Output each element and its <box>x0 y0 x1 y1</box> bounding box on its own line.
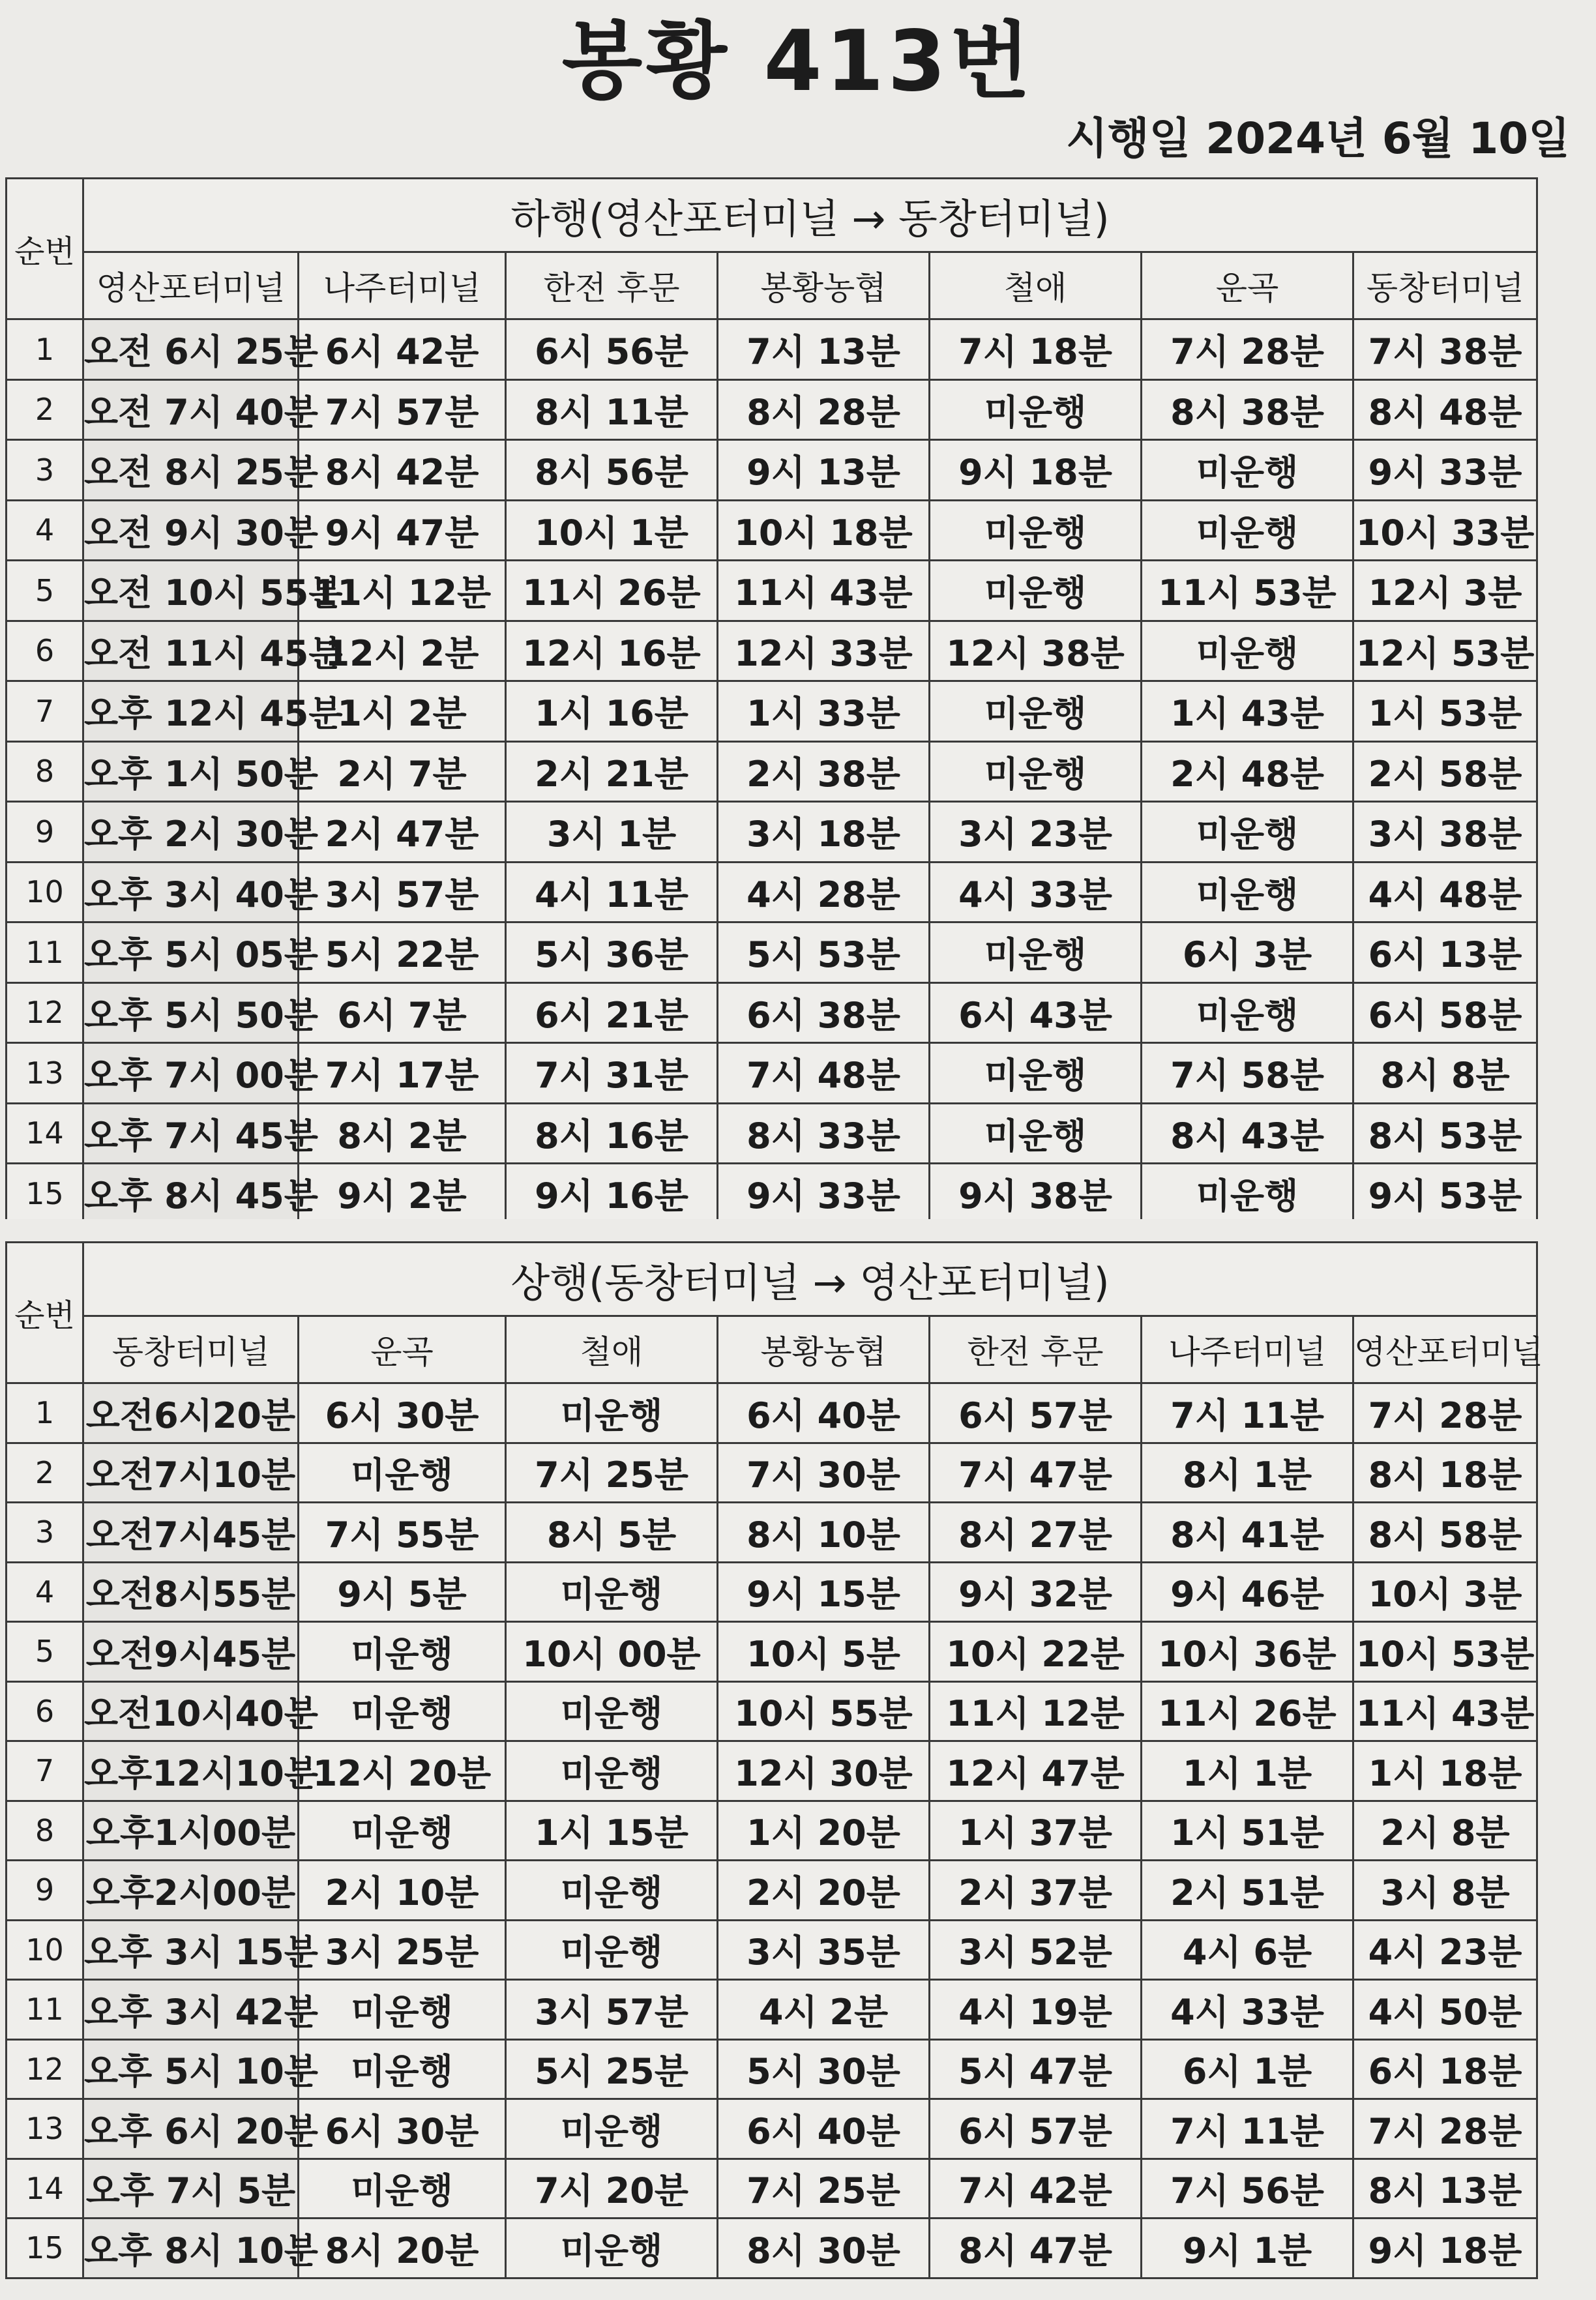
table-row <box>7 1383 1537 1443</box>
table-row <box>7 500 1537 561</box>
seq-number: 12 <box>7 2039 83 2099</box>
seq-number: 11 <box>7 922 83 983</box>
seq-number: 7 <box>7 1741 83 1801</box>
stop-time: 4시 11분 <box>506 862 718 922</box>
seq-number: 5 <box>7 561 83 621</box>
departure-time: 오후 3시 42분 <box>83 1980 299 2040</box>
stop-time: 9시 53분 <box>1353 1164 1537 1224</box>
stop-time: 5시 36분 <box>506 922 718 983</box>
stop-time: 10시 00분 <box>506 1622 718 1682</box>
table-row <box>7 1164 1537 1224</box>
stop-time: 미운행 <box>299 1801 506 1861</box>
seq-number: 14 <box>7 1103 83 1164</box>
stop-time: 3시 57분 <box>299 862 506 922</box>
stop-time: 12시 33분 <box>718 621 930 681</box>
seq-number: 1 <box>7 1383 83 1443</box>
departure-time: 오후 8시 10분 <box>83 2219 299 2278</box>
stop-time: 8시 48분 <box>1353 379 1537 440</box>
seq-number: 12 <box>7 982 83 1043</box>
stop-time: 8시 38분 <box>1142 379 1353 440</box>
stop-time: 7시 38분 <box>1353 319 1537 380</box>
stop-time: 7시 18분 <box>930 319 1142 380</box>
stop-time: 4시 33분 <box>930 862 1142 922</box>
stop-time: 3시 25분 <box>299 1920 506 1980</box>
stop-time: 6시 3분 <box>1142 922 1353 983</box>
table-row <box>7 2099 1537 2159</box>
stop-header: 한전 후문 <box>506 252 718 319</box>
stop-time: 6시 1분 <box>1142 2039 1353 2099</box>
stop-time: 6시 57분 <box>930 2099 1142 2159</box>
departure-time: 오전 10시 55분 <box>83 561 299 621</box>
departure-time: 오전7시10분 <box>83 1443 299 1503</box>
up-direction-title: 상행(동창터미널 → 영산포터미널) <box>83 1243 1537 1316</box>
stop-time: 미운행 <box>299 2039 506 2099</box>
seq-number: 9 <box>7 802 83 862</box>
stop-time: 3시 52분 <box>930 1920 1142 1980</box>
stop-time: 10시 5분 <box>718 1622 930 1682</box>
stop-time: 7시 28분 <box>1353 2099 1537 2159</box>
stop-header: 나주터미널 <box>1142 1316 1353 1383</box>
stop-time: 1시 33분 <box>718 681 930 742</box>
stop-time: 6시 58분 <box>1353 982 1537 1043</box>
stop-time: 미운행 <box>506 2219 718 2278</box>
stop-time: 1시 16분 <box>506 681 718 742</box>
stop-time: 10시 55분 <box>718 1681 930 1741</box>
stop-time: 1시 51분 <box>1142 1801 1353 1861</box>
stop-time: 2시 21분 <box>506 741 718 802</box>
table-row <box>7 1503 1537 1563</box>
stop-header: 영산포터미널 <box>83 252 299 319</box>
stop-time: 8시 28분 <box>718 379 930 440</box>
stop-time: 2시 48분 <box>1142 741 1353 802</box>
stop-time: 3시 1분 <box>506 802 718 862</box>
stop-time: 미운행 <box>930 500 1142 561</box>
stop-time: 9시 5분 <box>299 1562 506 1622</box>
stop-time: 6시 43분 <box>930 982 1142 1043</box>
seq-number: 10 <box>7 1920 83 1980</box>
stop-time: 2시 7분 <box>299 741 506 802</box>
stop-time: 6시 21분 <box>506 982 718 1043</box>
stop-time: 8시 53분 <box>1353 1103 1537 1164</box>
stop-time: 6시 30분 <box>299 1383 506 1443</box>
stop-time: 미운행 <box>506 1383 718 1443</box>
departure-time: 오후 7시 5분 <box>83 2159 299 2219</box>
down-timetable <box>5 177 1538 1225</box>
table-row <box>7 681 1537 742</box>
stop-time: 7시 30분 <box>718 1443 930 1503</box>
stop-time: 3시 23분 <box>930 802 1142 862</box>
stop-time: 미운행 <box>1142 862 1353 922</box>
stop-time: 4시 23분 <box>1353 1920 1537 1980</box>
stop-time: 1시 37분 <box>930 1801 1142 1861</box>
stop-time: 10시 18분 <box>718 500 930 561</box>
stop-time: 8시 11분 <box>506 379 718 440</box>
stop-time: 9시 38분 <box>930 1164 1142 1224</box>
departure-time: 오후 5시 05분 <box>83 922 299 983</box>
seq-number: 11 <box>7 1980 83 2040</box>
seq-number: 15 <box>7 2219 83 2278</box>
departure-time: 오후 2시 30분 <box>83 802 299 862</box>
stop-time: 미운행 <box>506 1562 718 1622</box>
stop-time: 8시 30분 <box>718 2219 930 2278</box>
stop-header: 한전 후문 <box>930 1316 1142 1383</box>
down-stops-header <box>7 252 1537 319</box>
departure-time: 오후 3시 15분 <box>83 1920 299 1980</box>
up-stops-header <box>7 1316 1537 1383</box>
stop-time: 1시 2분 <box>299 681 506 742</box>
up-timetable <box>5 1241 1543 2279</box>
stop-time: 2시 47분 <box>299 802 506 862</box>
seq-header: 순번 <box>7 179 83 319</box>
stop-time: 6시 40분 <box>718 2099 930 2159</box>
stop-header: 영산포터미널 <box>1353 1316 1537 1383</box>
table-row <box>7 379 1537 440</box>
table-row <box>7 922 1537 983</box>
stop-time: 1시 15분 <box>506 1801 718 1861</box>
departure-time: 오후 7시 45분 <box>83 1103 299 1164</box>
stop-time: 7시 11분 <box>1142 1383 1353 1443</box>
stop-time: 8시 18분 <box>1353 1443 1537 1503</box>
stop-time: 9시 15분 <box>718 1562 930 1622</box>
stop-time: 미운행 <box>1142 621 1353 681</box>
stop-header: 봉황농협 <box>718 252 930 319</box>
stop-time: 미운행 <box>1142 982 1353 1043</box>
stop-time: 11시 26분 <box>1142 1681 1353 1741</box>
table-row <box>7 561 1537 621</box>
stop-time: 8시 2분 <box>299 1103 506 1164</box>
stop-time: 11시 12분 <box>930 1681 1142 1741</box>
table-row <box>7 1801 1537 1861</box>
stop-time: 미운행 <box>930 561 1142 621</box>
stop-time: 10시 36분 <box>1142 1622 1353 1682</box>
stop-time: 미운행 <box>1142 1164 1353 1224</box>
stop-header: 운곡 <box>1142 252 1353 319</box>
departure-time: 오후 5시 50분 <box>83 982 299 1043</box>
stop-time: 7시 13분 <box>718 319 930 380</box>
table-row <box>7 1741 1537 1801</box>
stop-time: 12시 20분 <box>299 1741 506 1801</box>
stop-time: 미운행 <box>930 1103 1142 1164</box>
stop-time: 미운행 <box>506 2099 718 2159</box>
stop-time: 12시 3분 <box>1353 561 1537 621</box>
stop-header: 철애 <box>506 1316 718 1383</box>
stop-header: 봉황농협 <box>718 1316 930 1383</box>
departure-time: 오후 7시 00분 <box>83 1043 299 1104</box>
stop-time: 7시 28분 <box>1142 319 1353 380</box>
stop-time: 11시 53분 <box>1142 561 1353 621</box>
table-row <box>7 1861 1537 1921</box>
stop-time: 1시 53분 <box>1353 681 1537 742</box>
stop-time: 7시 25분 <box>718 2159 930 2219</box>
seq-number: 14 <box>7 2159 83 2219</box>
table-row <box>7 1043 1537 1104</box>
stop-time: 8시 20분 <box>299 2219 506 2278</box>
stop-time: 7시 42분 <box>930 2159 1142 2219</box>
stop-time: 8시 5분 <box>506 1503 718 1563</box>
stop-time: 10시 1분 <box>506 500 718 561</box>
stop-time: 1시 1분 <box>1142 1741 1353 1801</box>
stop-time: 11시 12분 <box>299 561 506 621</box>
seq-number: 2 <box>7 1443 83 1503</box>
stop-time: 미운행 <box>506 1861 718 1921</box>
stop-time: 미운행 <box>299 1443 506 1503</box>
stop-time: 미운행 <box>930 922 1142 983</box>
stop-time: 6시 13분 <box>1353 922 1537 983</box>
stop-time: 7시 17분 <box>299 1043 506 1104</box>
stop-time: 4시 33분 <box>1142 1980 1353 2040</box>
departure-time: 오전7시45분 <box>83 1503 299 1563</box>
stop-time: 9시 46분 <box>1142 1562 1353 1622</box>
stop-time: 9시 18분 <box>930 440 1142 501</box>
stop-time: 2시 8분 <box>1353 1801 1537 1861</box>
seq-number: 5 <box>7 1622 83 1682</box>
departure-time: 오후2시00분 <box>83 1861 299 1921</box>
stop-time: 9시 13분 <box>718 440 930 501</box>
seq-header: 순번 <box>7 1243 83 1383</box>
down-direction-title: 하행(영산포터미널 → 동창터미널) <box>83 179 1537 252</box>
stop-time: 미운행 <box>506 1681 718 1741</box>
stop-time: 6시 7분 <box>299 982 506 1043</box>
stop-time: 10시 53분 <box>1353 1622 1537 1682</box>
departure-time: 오후 8시 45분 <box>83 1164 299 1224</box>
effective-date: 시행일 2024년 6월 10일 <box>1066 113 1570 164</box>
seq-number: 7 <box>7 681 83 742</box>
stop-time: 5시 25분 <box>506 2039 718 2099</box>
stop-time: 9시 18분 <box>1353 2219 1537 2278</box>
stop-time: 4시 2분 <box>718 1980 930 2040</box>
table-row <box>7 1562 1537 1622</box>
table-row <box>7 1443 1537 1503</box>
seq-number: 6 <box>7 1681 83 1741</box>
stop-time: 3시 38분 <box>1353 802 1537 862</box>
table-row <box>7 982 1537 1043</box>
stop-time: 4시 28분 <box>718 862 930 922</box>
stop-time: 4시 19분 <box>930 1980 1142 2040</box>
departure-time: 오전 7시 40분 <box>83 379 299 440</box>
stop-time: 9시 32분 <box>930 1562 1142 1622</box>
stop-time: 3시 57분 <box>506 1980 718 2040</box>
stop-time: 6시 57분 <box>930 1383 1142 1443</box>
stop-time: 8시 47분 <box>930 2219 1142 2278</box>
stop-time: 미운행 <box>299 2159 506 2219</box>
stop-time: 5시 47분 <box>930 2039 1142 2099</box>
table-row <box>7 2159 1537 2219</box>
stop-time: 7시 11분 <box>1142 2099 1353 2159</box>
seq-number: 1 <box>7 319 83 380</box>
stop-time: 미운행 <box>930 681 1142 742</box>
stop-time: 11시 43분 <box>1353 1681 1537 1741</box>
seq-number: 4 <box>7 1562 83 1622</box>
departure-time: 오전10시40분 <box>83 1681 299 1741</box>
stop-time: 6시 42분 <box>299 319 506 380</box>
departure-time: 오전 8시 25분 <box>83 440 299 501</box>
stop-time: 7시 58분 <box>1142 1043 1353 1104</box>
departure-time: 오전 11시 45분 <box>83 621 299 681</box>
seq-number: 8 <box>7 1801 83 1861</box>
stop-time: 8시 58분 <box>1353 1503 1537 1563</box>
stop-time: 4시 50분 <box>1353 1980 1537 2040</box>
table-gap <box>0 1219 1596 1241</box>
stop-time: 12시 2분 <box>299 621 506 681</box>
departure-time: 오후 1시 50분 <box>83 741 299 802</box>
stop-time: 1시 18분 <box>1353 1741 1537 1801</box>
table-row <box>7 1681 1537 1741</box>
table-row <box>7 1920 1537 1980</box>
table-row <box>7 2039 1537 2099</box>
stop-time: 6시 38분 <box>718 982 930 1043</box>
stop-time: 7시 25분 <box>506 1443 718 1503</box>
stop-time: 미운행 <box>1142 802 1353 862</box>
stop-time: 미운행 <box>299 1980 506 2040</box>
table-row <box>7 802 1537 862</box>
table-row <box>7 621 1537 681</box>
stop-time: 2시 10분 <box>299 1861 506 1921</box>
stop-time: 2시 37분 <box>930 1861 1142 1921</box>
stop-header: 운곡 <box>299 1316 506 1383</box>
stop-time: 9시 33분 <box>1353 440 1537 501</box>
stop-time: 미운행 <box>299 1622 506 1682</box>
stop-time: 11시 26분 <box>506 561 718 621</box>
stop-time: 7시 28분 <box>1353 1383 1537 1443</box>
stop-time: 미운행 <box>506 1920 718 1980</box>
departure-time: 오전6시20분 <box>83 1383 299 1443</box>
stop-time: 2시 58분 <box>1353 741 1537 802</box>
stop-time: 7시 57분 <box>299 379 506 440</box>
stop-time: 7시 20분 <box>506 2159 718 2219</box>
table-row <box>7 1103 1537 1164</box>
stop-time: 8시 33분 <box>718 1103 930 1164</box>
seq-number: 15 <box>7 1164 83 1224</box>
seq-number: 13 <box>7 2099 83 2159</box>
stop-time: 9시 1분 <box>1142 2219 1353 2278</box>
stop-time: 10시 33분 <box>1353 500 1537 561</box>
stop-time: 미운행 <box>930 1043 1142 1104</box>
stop-time: 7시 47분 <box>930 1443 1142 1503</box>
stop-time: 2시 51분 <box>1142 1861 1353 1921</box>
departure-time: 오후12시10분 <box>83 1741 299 1801</box>
stop-time: 미운행 <box>1142 500 1353 561</box>
stop-header: 동창터미널 <box>83 1316 299 1383</box>
table-row <box>7 319 1537 380</box>
seq-number: 2 <box>7 379 83 440</box>
departure-time: 오전 6시 25분 <box>83 319 299 380</box>
stop-time: 12시 38분 <box>930 621 1142 681</box>
stop-header: 나주터미널 <box>299 252 506 319</box>
stop-time: 8시 43분 <box>1142 1103 1353 1164</box>
table-row <box>7 1980 1537 2040</box>
route-title: 봉황 413번 <box>561 13 1035 110</box>
stop-time: 7시 55분 <box>299 1503 506 1563</box>
stop-time: 3시 8분 <box>1353 1861 1537 1921</box>
stop-time: 8시 1분 <box>1142 1443 1353 1503</box>
departure-time: 오전 9시 30분 <box>83 500 299 561</box>
stop-time: 1시 20분 <box>718 1801 930 1861</box>
stop-time: 6시 18분 <box>1353 2039 1537 2099</box>
stop-time: 7시 48분 <box>718 1043 930 1104</box>
table-row <box>7 440 1537 501</box>
seq-number: 13 <box>7 1043 83 1104</box>
stop-time: 3시 18분 <box>718 802 930 862</box>
stop-time: 6시 40분 <box>718 1383 930 1443</box>
departure-time: 오후 6시 20분 <box>83 2099 299 2159</box>
seq-number: 3 <box>7 440 83 501</box>
stop-time: 3시 35분 <box>718 1920 930 1980</box>
stop-time: 9시 33분 <box>718 1164 930 1224</box>
stop-time: 미운행 <box>299 1681 506 1741</box>
departure-time: 오후 3시 40분 <box>83 862 299 922</box>
stop-time: 6시 30분 <box>299 2099 506 2159</box>
stop-time: 9시 16분 <box>506 1164 718 1224</box>
table-row <box>7 862 1537 922</box>
stop-time: 11시 43분 <box>718 561 930 621</box>
stop-time: 12시 16분 <box>506 621 718 681</box>
seq-number: 10 <box>7 862 83 922</box>
seq-number: 4 <box>7 500 83 561</box>
stop-time: 미운행 <box>930 379 1142 440</box>
stop-time: 7시 31분 <box>506 1043 718 1104</box>
stop-time: 5시 22분 <box>299 922 506 983</box>
stop-time: 5시 53분 <box>718 922 930 983</box>
stop-time: 8시 16분 <box>506 1103 718 1164</box>
stop-time: 1시 43분 <box>1142 681 1353 742</box>
stop-header: 동창터미널 <box>1353 252 1537 319</box>
table-row <box>7 741 1537 802</box>
stop-time: 4시 6분 <box>1142 1920 1353 1980</box>
stop-time: 12시 53분 <box>1353 621 1537 681</box>
departure-time: 오후 5시 10분 <box>83 2039 299 2099</box>
stop-time: 8시 56분 <box>506 440 718 501</box>
seq-number: 9 <box>7 1861 83 1921</box>
stop-time: 10시 3분 <box>1353 1562 1537 1622</box>
stop-header: 철애 <box>930 252 1142 319</box>
stop-time: 8시 41분 <box>1142 1503 1353 1563</box>
stop-time: 4시 48분 <box>1353 862 1537 922</box>
table-row <box>7 1622 1537 1682</box>
stop-time: 5시 30분 <box>718 2039 930 2099</box>
seq-number: 3 <box>7 1503 83 1563</box>
stop-time: 8시 42분 <box>299 440 506 501</box>
seq-number: 6 <box>7 621 83 681</box>
stop-time: 9시 47분 <box>299 500 506 561</box>
stop-time: 8시 27분 <box>930 1503 1142 1563</box>
departure-time: 오후1시00분 <box>83 1801 299 1861</box>
stop-time: 2시 38분 <box>718 741 930 802</box>
departure-time: 오전8시55분 <box>83 1562 299 1622</box>
seq-number: 8 <box>7 741 83 802</box>
stop-time: 10시 22분 <box>930 1622 1142 1682</box>
stop-time: 2시 20분 <box>718 1861 930 1921</box>
stop-time: 12시 47분 <box>930 1741 1142 1801</box>
stop-time: 8시 8분 <box>1353 1043 1537 1104</box>
stop-time: 6시 56분 <box>506 319 718 380</box>
stop-time: 미운행 <box>506 1741 718 1801</box>
stop-time: 7시 56분 <box>1142 2159 1353 2219</box>
stop-time: 8시 10분 <box>718 1503 930 1563</box>
stop-time: 12시 30분 <box>718 1741 930 1801</box>
departure-time: 오후 12시 45분 <box>83 681 299 742</box>
stop-time: 미운행 <box>1142 440 1353 501</box>
stop-time: 8시 13분 <box>1353 2159 1537 2219</box>
departure-time: 오전9시45분 <box>83 1622 299 1682</box>
stop-time: 9시 2분 <box>299 1164 506 1224</box>
stop-time: 미운행 <box>930 741 1142 802</box>
table-row <box>7 2219 1537 2278</box>
